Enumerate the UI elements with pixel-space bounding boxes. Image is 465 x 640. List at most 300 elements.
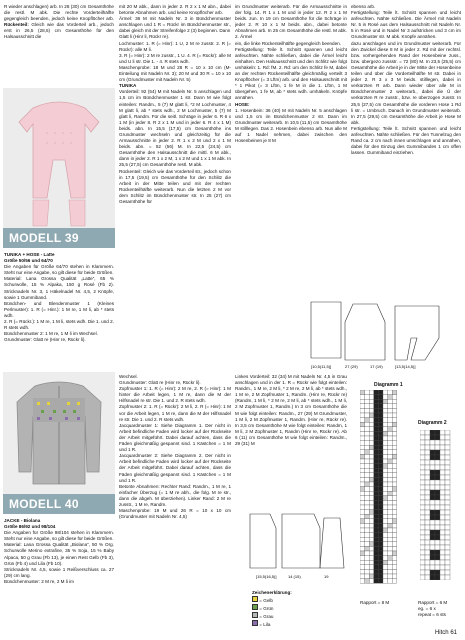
grid-cell	[430, 440, 435, 445]
grid-cell	[360, 519, 365, 524]
grid-cell	[388, 514, 393, 519]
grid-cell	[388, 574, 393, 579]
grid-cell	[374, 542, 379, 547]
grid-cell	[440, 445, 445, 450]
grid-cell	[369, 519, 374, 524]
grid-cell	[365, 560, 370, 565]
grid-cell	[378, 436, 383, 441]
grid-cell	[392, 491, 397, 496]
grid-cell	[365, 418, 370, 423]
diagram2-title: Diagramm 2	[418, 420, 447, 426]
grid-cell	[435, 455, 440, 460]
grid-cell	[430, 530, 435, 535]
grid-cell	[435, 560, 440, 565]
grid-cell	[360, 533, 365, 538]
grid-cell	[392, 579, 397, 584]
grid-cell	[374, 569, 379, 574]
grid-cell	[445, 455, 450, 460]
grid-cell	[388, 542, 393, 547]
grid-cell	[388, 551, 393, 556]
grid-cell	[420, 545, 425, 550]
grid-cell	[369, 505, 374, 510]
grid-cell	[383, 468, 388, 473]
grid-cell	[425, 530, 430, 535]
col2-masch: Maschenprobe: 18 M und 28 R = 10 x 10 cm (M-Einteilung mit Nadeln Nr. 3); 20 M und 30 R = 10 x 10 cm (Grundmuster mit Nadeln Nr. 5)	[119, 64, 231, 83]
grid-cell	[374, 496, 379, 501]
grid-cell	[360, 477, 365, 482]
grid-cell	[392, 510, 397, 515]
grid-cell	[360, 413, 365, 418]
grid-cell	[425, 450, 430, 455]
grid-cell	[360, 487, 365, 492]
grid-cell	[445, 570, 450, 575]
grid-cell	[365, 450, 370, 455]
grid-cell	[435, 520, 440, 525]
grid-cell	[374, 510, 379, 515]
grid-cell	[360, 468, 365, 473]
col2-aermel: Ärmel: 36 M mit Nadeln Nr. 3 in Bündchenmuster anschlagen und 1 R = Rückr im Bündchenmuster str., dabei gleich mit der Streifenfolge 2 (3) beginnen. Dann	[119, 16, 231, 34]
schem-tunika-a: [10,5(11,5)]	[311, 364, 332, 369]
grid-cell	[360, 482, 365, 487]
grid-cell	[360, 556, 365, 561]
grid-cell	[369, 459, 374, 464]
grid-cell	[365, 579, 370, 584]
grid-cell	[435, 430, 440, 435]
grid-cell	[383, 542, 388, 547]
grid-cell	[425, 485, 430, 490]
grid-cell	[365, 445, 370, 450]
grid-cell	[425, 500, 430, 505]
grid-cell	[383, 523, 388, 528]
grid-cell	[445, 550, 450, 555]
grid-cell	[420, 485, 425, 490]
grid-cell	[392, 464, 397, 469]
grid-cell	[392, 569, 397, 574]
grid-cell	[365, 482, 370, 487]
grid-cell	[445, 440, 450, 445]
col2b-jac1: Jacquardmuster 1: Siehe Diagramm 1. Der nicht in Arbeit befindliche Faden wird locker auf der Rückseite der Arbeit mitgeführt. Dabei darauf achten, dass die Fäden gleichmäßig gespannt sind. 1 Kästchen = 1 M und 1 R.	[119, 422, 231, 453]
grid-cell	[445, 525, 450, 530]
grid-cell	[420, 555, 425, 560]
col3-rueck2: ein, die linke Rückenteilhälfte gegengleich beenden.	[235, 40, 341, 46]
grid-cell	[374, 574, 379, 579]
grid-cell	[420, 560, 425, 565]
grid-cell	[430, 435, 435, 440]
photo-model-39	[3, 88, 115, 248]
grid-cell	[392, 431, 397, 436]
grid-cell	[383, 569, 388, 574]
grid-cell	[425, 505, 430, 510]
grid-cell	[383, 441, 388, 446]
grid-cell	[378, 542, 383, 547]
col2-tunika: TUNIKA	[119, 83, 137, 89]
grid-cell	[374, 537, 379, 542]
grid-cell	[369, 528, 374, 533]
grid-cell	[378, 399, 383, 404]
grid-cell	[378, 464, 383, 469]
grid-cell	[369, 404, 374, 409]
grid-cell	[365, 542, 370, 547]
grid-cell	[383, 514, 388, 519]
grid-cell	[369, 496, 374, 501]
grid-cell	[378, 473, 383, 478]
grid-cell	[360, 514, 365, 519]
col2b-betont: Betonte Abnahmen: Rechter Rand: Randm., 1 M re, 1 einfacher Überzug (= 1 M re abh., die folg. M re str., dann die abgeh. M überziehen). Linker Rand: 2 M re zusstr., 1 M re, Randm.	[119, 483, 231, 507]
grid-cell	[378, 482, 383, 487]
grid-cell	[365, 491, 370, 496]
grid-cell	[369, 390, 374, 395]
diagram1-rapport: Rapport = 8 M	[360, 600, 390, 605]
grid-cell	[392, 514, 397, 519]
grid-cell	[440, 480, 445, 485]
grid-cell	[430, 545, 435, 550]
grid-cell	[445, 520, 450, 525]
grid-cell	[374, 399, 379, 404]
grid-cell	[378, 579, 383, 584]
grid-cell	[425, 575, 430, 580]
grid-cell	[374, 500, 379, 505]
grid-cell	[369, 491, 374, 496]
grid-cell	[374, 560, 379, 565]
grid-cell	[365, 399, 370, 404]
grid-cell	[378, 441, 383, 446]
grid-cell	[369, 413, 374, 418]
grid-cell	[392, 418, 397, 423]
grid-cell	[378, 422, 383, 427]
grid-cell	[374, 408, 379, 413]
grid-cell	[360, 399, 365, 404]
col1-top-text: R wieder anschlagen) arb. In 28 (30) cm Gesamthöhe die restl. M abk. Die rechte Vorderteilhälfte gegengleich beenden, jedoch keine Knopflöcher arb. Rückenteil: Gleich wie das Vorderteil arb., jedoch erst in 26,5 (28,5) cm Gesamthöhe für den Halsausschnitt die	[4, 4, 114, 40]
diagram1-title: Diagramm 1	[374, 382, 403, 388]
grid-cell	[445, 515, 450, 520]
grid-cell	[420, 460, 425, 465]
schem-tunika-e: 17 (19)	[370, 364, 383, 369]
grid-cell	[445, 460, 450, 465]
grid-cell	[378, 427, 383, 432]
grid-cell	[430, 445, 435, 450]
grid-cell	[388, 537, 393, 542]
grid-cell	[360, 500, 365, 505]
grid-cell	[365, 422, 370, 427]
grid-cell	[440, 540, 445, 545]
grid-cell	[430, 565, 435, 570]
grid-cell	[392, 519, 397, 524]
col2-vorder: Vorderteil: 92 (54) M mit Nadeln Nr. 5 anschlagen und 1,5 cm im Bündchenmuster 1 str. Dann M wie folgt einteilen: Randm., 5 (7) M glatt li, *2 M Lochmuster, 4 M glatt li, ab * stets wdh., 2 M Lochmuster, 5 (7) M glatt li, Randm. Für die seitl. Schräge in jeder 6. R 6 x 1 M (in jeder 8. R 2 x 1 M und in jeder 6. R 4 x 1 M) beids. abn. In 15,5 (17,5) cm Gesamthöhe ins Grundmuster wechseln und gleichzeitig für die Armausschnitte in jeder 2. R 1 x 2 M und 2 x 1 M beids. abn. = 52 (56) M. In 22,5 (24,5) cm Gesamthöhe den Halsausschnitt die mittl. 6 M abk., dann in jeder 2. R 1 x 2 M, 1 x 2 M und 1 x 1 M abk. In 25,5 (27,5) cm Gesamthöhe restl. M abk.	[119, 89, 231, 168]
grid-cell	[392, 436, 397, 441]
grid-cell	[378, 533, 383, 538]
grid-cell	[365, 427, 370, 432]
col2-loch2: 3. R (= Hinr): 2 M re zusstr., 1 U. 4. R (= Rückr): alle M und U li str. Die 1. - 4. R stets wdh.	[119, 52, 231, 64]
grid-cell	[383, 473, 388, 478]
grid-cell	[374, 454, 379, 459]
grid-cell	[430, 465, 435, 470]
grid-cell	[374, 514, 379, 519]
grid-cell	[383, 477, 388, 482]
grid-cell	[430, 455, 435, 460]
grid-cell	[420, 530, 425, 535]
grid-cell	[374, 436, 379, 441]
grid-cell	[383, 395, 388, 400]
grid-cell	[440, 460, 445, 465]
grid-cell	[388, 560, 393, 565]
grid-cell	[445, 510, 450, 515]
grid-cell	[435, 505, 440, 510]
grid-cell	[365, 551, 370, 556]
grid-cell	[388, 546, 393, 551]
grid-cell	[365, 487, 370, 492]
grid-cell	[365, 556, 370, 561]
grid-cell	[430, 490, 435, 495]
grid-cell	[435, 490, 440, 495]
grid-cell	[388, 556, 393, 561]
col4-b-text: dazu anschlagen und im Grundmuster weiterarb. Für den Zwickel diese 8 M in jeder 2. Rd mit der rechtsl. bzw. vorhergehenden Rand der Hosenbeine zuss., bzw. übergezo zussstr. = 72 (80) M. In 23,5 (25,5) cm Gesamthöhe die Arbeit je in der Mitte der Hosenbeine teilen und über die Vorderteilhälfte M str. Dabei in jeder 2. R 3 x 3 M beids. stilllegen, dabei in verkürzten R arb. Dann wieder über alle M in Bündchenmuster 2 weiterarb., dabei die Ü der verkürzten R re zusstr., bzw. re überzogen zusstr. In 25,5 (27,5) cm Gesamthöhe die vorderen Hose 1 Rd li str. = Umbruch. Danach im Grundmuster weiterarb. In 27,5 (29,5) cm Gesamthöhe die Arbeit je Hose M abk.	[351, 40, 461, 125]
grid-cell	[378, 408, 383, 413]
grid-cell	[369, 482, 374, 487]
grid-cell	[360, 510, 365, 515]
grid-cell	[388, 505, 393, 510]
grid-cell	[425, 555, 430, 560]
grid-cell	[425, 470, 430, 475]
grid-cell	[435, 530, 440, 535]
grid-cell	[420, 455, 425, 460]
model40-sizes: Größe 86/92 und 98/104	[4, 524, 56, 530]
grid-cell	[435, 500, 440, 505]
grid-cell	[420, 450, 425, 455]
grid-cell	[365, 533, 370, 538]
grid-cell	[378, 431, 383, 436]
grid-cell	[374, 427, 379, 432]
grid-cell	[388, 533, 393, 538]
grid-cell	[383, 537, 388, 542]
grid-cell	[440, 570, 445, 575]
grid-cell	[369, 551, 374, 556]
grid-cell	[392, 560, 397, 565]
grid-cell	[374, 487, 379, 492]
grid-cell	[383, 413, 388, 418]
grid-cell	[430, 500, 435, 505]
grid-cell	[392, 482, 397, 487]
grid-cell	[365, 528, 370, 533]
grid-cell	[420, 525, 425, 530]
model39-bunch: Bündchen- und Blendenmuster 1 (Kleines Perlmuster): 1. R (= Hinr.): 1 M re, 1 M li, ab * stets wdh.	[4, 300, 114, 318]
grid-cell	[369, 422, 374, 427]
grid-cell	[388, 441, 393, 446]
grid-cell	[383, 482, 388, 487]
model39-grund: Grundmuster: Glatt re (Hinr re, Rückr li).	[4, 337, 86, 343]
grid-cell	[445, 575, 450, 580]
grid-cell	[374, 473, 379, 478]
grid-cell	[383, 404, 388, 409]
grid-cell	[378, 560, 383, 565]
page-number: Hitch 61	[434, 630, 457, 636]
schem-tunika-d: 27 (29)	[345, 364, 358, 369]
grid-cell	[425, 445, 430, 450]
col3-text: im Grundmuster weiterarb. Für die Armausschnitte in der folg. 14. R 1 x 1 M und in jeder 12. R 2 x 1 M beids. zun. In 19 cm Gesamthöhe für die Schräge in jeder 2. R 10 x 1 M beids. abn., dabei betonte Abnahmen arb. In 25 cm Gesamthöhe die restl. M abk. 2. Ärmel	[235, 4, 347, 40]
grid-cell	[430, 520, 435, 525]
grid-cell	[388, 569, 393, 574]
grid-cell	[445, 485, 450, 490]
grid-cell	[360, 542, 365, 547]
grid-cell	[378, 459, 383, 464]
grid-cell	[435, 480, 440, 485]
grid-cell	[365, 496, 370, 501]
grid-cell	[388, 528, 393, 533]
grid-cell	[383, 546, 388, 551]
grid-cell	[420, 550, 425, 555]
col2-loch: Lochmuster: 1. R (= Hinr): 1 U, 2 M re zusstr. 2. R (= Rückr): alle M li.	[119, 40, 231, 52]
grid-cell	[374, 546, 379, 551]
grid-cell	[360, 528, 365, 533]
col2b-jac2: Jacquardmuster 2: Siehe Diagramm 2. Der nicht in Arbeit befindliche Faden wird locker auf der Rückseite der Arbeit mitgeführt. Dabei darauf achten, dass die Fäden gleichmäßig gespannt sind. 1 Kästchen = 1 M und 1 R.	[119, 453, 231, 483]
tunic-image	[3, 88, 115, 228]
col4-text: ebenso arb.	[351, 4, 376, 9]
grid-cell	[440, 530, 445, 535]
grid-cell	[365, 408, 370, 413]
model40-bunch: Bündchenmuster: 2 M re, 2 M li im	[4, 578, 74, 584]
grid-cell	[420, 510, 425, 515]
grid-cell	[365, 477, 370, 482]
grid-cell	[365, 574, 370, 579]
grid-cell	[392, 546, 397, 551]
grid-cell	[420, 440, 425, 445]
grid-cell	[378, 537, 383, 542]
grid-cell	[365, 431, 370, 436]
grid-cell	[430, 495, 435, 500]
grid-cell	[392, 441, 397, 446]
grid-cell	[425, 550, 430, 555]
grid-cell	[425, 545, 430, 550]
legend-item-grau: = Grau	[252, 612, 347, 620]
grid-cell	[430, 475, 435, 480]
col1-top	[4, 4, 114, 86]
grid-cell	[425, 430, 430, 435]
grid-cell	[388, 491, 393, 496]
grid-cell	[420, 430, 425, 435]
grid-cell	[369, 418, 374, 423]
grid-cell	[430, 460, 435, 465]
grid-cell	[360, 537, 365, 542]
grid-cell	[420, 465, 425, 470]
jacket-image	[3, 372, 115, 494]
grid-cell	[420, 490, 425, 495]
grid-cell	[365, 390, 370, 395]
schematic-jacke	[236, 508, 348, 588]
grid-cell	[378, 546, 383, 551]
grid-cell	[374, 422, 379, 427]
grid-cell	[445, 445, 450, 450]
grid-cell	[440, 505, 445, 510]
col2b-text: Wechsel.	[119, 374, 138, 379]
grid-cell	[435, 475, 440, 480]
grid-cell	[378, 514, 383, 519]
grid-cell	[435, 535, 440, 540]
grid-cell	[383, 445, 388, 450]
grid-cell	[388, 427, 393, 432]
grid-cell	[369, 445, 374, 450]
grid-cell	[383, 574, 388, 579]
grid-cell	[383, 551, 388, 556]
grid-cell	[388, 519, 393, 524]
grid-cell	[365, 523, 370, 528]
grid-cell	[420, 435, 425, 440]
grid-cell	[383, 450, 388, 455]
grid-cell	[365, 569, 370, 574]
schem-jacke-a: 14 (15)	[288, 574, 301, 579]
grid-cell	[383, 496, 388, 501]
col3-bottom	[235, 374, 347, 508]
grid-cell	[374, 450, 379, 455]
grid-cell	[440, 430, 445, 435]
grid-cell	[374, 523, 379, 528]
grid-cell	[388, 579, 393, 584]
grid-cell	[360, 404, 365, 409]
grid-cell	[360, 436, 365, 441]
grid-cell	[374, 565, 379, 570]
grid-cell	[383, 436, 388, 441]
grid-cell	[360, 473, 365, 478]
grid-cell	[369, 510, 374, 515]
model-39-label: MODELL 39	[3, 228, 115, 248]
grid-cell	[440, 465, 445, 470]
grid-cell	[430, 510, 435, 515]
grid-cell	[425, 465, 430, 470]
diagram2-rapport: Rapport = 6 M eg. = 6 x repeat = 6 sts	[418, 600, 448, 618]
grid-cell	[388, 523, 393, 528]
model40-material: Material: Lana Grossa Qualität „Biolana“, 50 % Org. Schurwolle Merino extrafine, 35 % Soja, 15 % Baby Alpaca, 50 g Grau (Fb 13), je einen Rest Gelb (Fb 3), Grün (Fb 4) und Lila (Fb 10).	[4, 542, 114, 566]
grid-cell	[435, 550, 440, 555]
grid-cell	[388, 450, 393, 455]
grid-cell	[388, 473, 393, 478]
grid-cell	[425, 460, 430, 465]
grid-cell	[430, 540, 435, 545]
grid-cell	[378, 574, 383, 579]
grid-cell	[440, 555, 445, 560]
grid-cell	[374, 551, 379, 556]
grid-cell	[392, 413, 397, 418]
grid-cell	[440, 450, 445, 455]
grid-cell	[360, 454, 365, 459]
col4-fertig: Fertigstellung: Teile lt. Schnitt spannen und leicht anfeuchten. Nähte schließen. Die Ärmel mit Nadeln Nr. 5 in Rosé aus dem Halsausschnitt mit Nadeln Nr. 5 in Rosé und in Nadel Nr 3 aufstricken und 3 cm im Grundmuster str. M abk. Knöpfe annähen.	[351, 10, 461, 40]
grid-cell	[388, 468, 393, 473]
grid-cell	[369, 399, 374, 404]
model39-bunch3: Bündchenmuster 2: 1 M re, 1 M li im Wechsel.	[4, 331, 98, 337]
col2b-zopf1: Zopfmuster 1: 1. R (= Hinr): 2 M re, 2. R (= Hinr): 1 M hinter die Arbeit legen, 1 M re, dann die M der Hilfsnadel re str. Die 1. und 2. R stets wdh.	[119, 386, 231, 404]
grid-cell	[369, 468, 374, 473]
grid-cell	[378, 528, 383, 533]
model-40-label: MODELL 40	[3, 494, 115, 514]
grid-cell	[369, 523, 374, 528]
grid-cell	[365, 514, 370, 519]
grid-cell	[369, 408, 374, 413]
grid-cell	[360, 445, 365, 450]
grid-cell	[435, 460, 440, 465]
grid-cell	[360, 464, 365, 469]
model39-bunch2: 2. R (= Rückr.): 1 M re, 1 M li, stets wdh. Die 1. und 2. R stets wdh.	[4, 319, 114, 331]
col2-glatt: Glatt li (Hinr li, Rückr re).	[119, 34, 170, 40]
grid-cell	[445, 490, 450, 495]
grid-cell	[420, 445, 425, 450]
grid-cell	[388, 404, 393, 409]
grid-cell	[383, 579, 388, 584]
grid-cell	[425, 520, 430, 525]
photo-model-40	[3, 372, 115, 514]
grid-cell	[365, 473, 370, 478]
legend-title: Zeichenerklärung:	[252, 590, 292, 595]
grid-cell	[369, 427, 374, 432]
grid-cell	[369, 556, 374, 561]
grid-cell	[369, 500, 374, 505]
grid-cell	[388, 408, 393, 413]
